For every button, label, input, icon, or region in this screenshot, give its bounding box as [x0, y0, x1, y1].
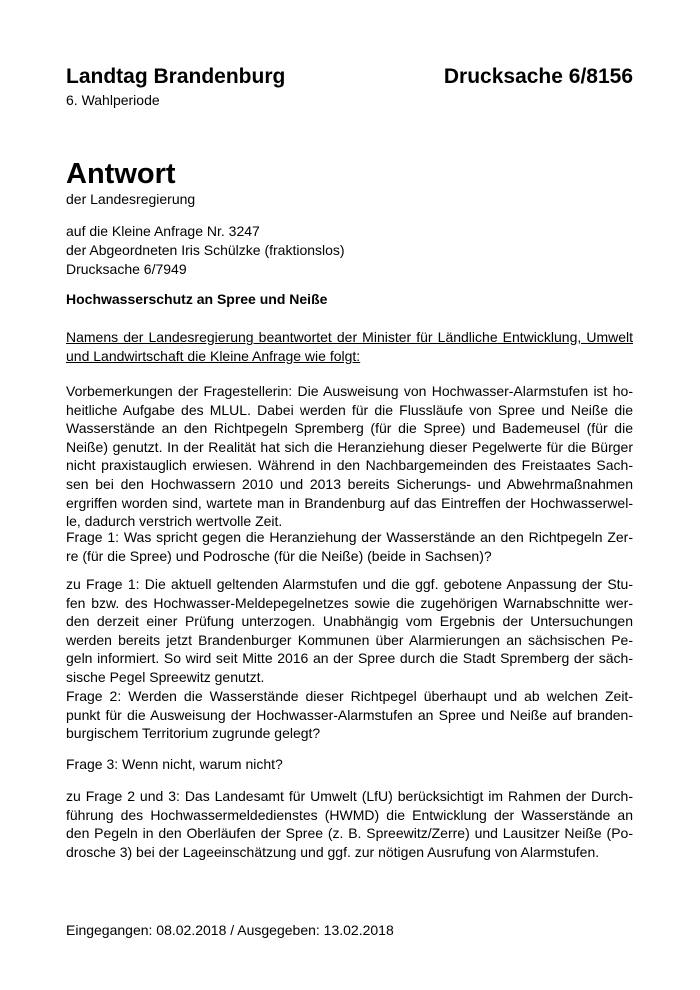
document-type-title: Antwort — [66, 158, 176, 190]
text-line: Wasserstände an den Richtpegeln Spremberg (für die Spree) und Bademeusel (für die — [66, 420, 633, 437]
inquiry-drucksache: Drucksache 6/7949 — [66, 261, 187, 277]
answer-statement — [66, 328, 633, 365]
text-line: den derzeit einer Prüfung unterzogen. Unabhängig vom Ergebnis der Untersuchungen — [66, 613, 633, 630]
question-2 — [66, 687, 633, 743]
inquiry-reference — [66, 222, 345, 279]
statement-line: Namens der Landesregierung beantwortet der Minister für Ländliche Entwicklung, Umwelt — [66, 329, 633, 345]
text-line: nicht praxistauglich erwiesen. Während in den Nachbargemeinden des Freistaates Sach- — [66, 457, 633, 474]
received-issued-dates: Eingegangen: 08.02.2018 / Ausgegeben: 13.02.2018 — [66, 922, 394, 938]
statement-line: und Landwirtschaft die Kleine Anfrage wie folgt: — [66, 347, 361, 364]
text-line: Frage 1: Was spricht gegen die Heranziehung der Wasserstände an den Richtpegeln Zer- — [66, 529, 633, 545]
text-line: heitliche Aufgabe des MLUL. Dabei werden für die Flussläufe von Spree und Neiße die — [66, 401, 633, 418]
text-line: Neiße) genutzt. In der Realität hat sich die Heranziehung dieser Pegelwerte für die Bürger — [66, 438, 633, 455]
text-line: zu Frage 2 und 3: Das Landesamt für Umwelt (LfU) berücksichtigt im Rahmen der Durch- — [66, 788, 633, 804]
question-1 — [66, 528, 633, 565]
text-line: Frage 3: Wenn nicht, warum nicht? — [66, 756, 283, 772]
inquiry-author: der Abgeordneten Iris Schülzke (fraktionslos) — [66, 242, 345, 258]
text-line: ergriffen worden sind, wartete man in Brandenburg auf das Eintreffen der Hochwasserwel- — [66, 494, 633, 511]
preliminary-remarks — [66, 382, 633, 531]
document-page — [66, 0, 633, 990]
text-line: Vorbemerkungen der Fragestellerin: Die Ausweisung von Hochwasser-Alarmstufen ist ho- — [66, 383, 633, 399]
inquiry-number: auf die Kleine Anfrage Nr. 3247 — [66, 223, 260, 239]
issuer-line: der Landesregierung — [66, 191, 196, 207]
text-line: sische Pegel Spreewitz genutzt. — [66, 668, 265, 685]
text-line: sen bei den Hochwassern 2010 und 2013 bereits Sicherungs- und Abwehrmaßnahmen — [66, 475, 633, 492]
drucksache-number: Drucksache 6/8156 — [443, 65, 633, 88]
text-line: zu Frage 1: Die aktuell geltenden Alarmstufen und die ggf. gebotene Anpassung der Stu- — [66, 576, 633, 592]
parliament-name: Landtag Brandenburg — [66, 65, 286, 88]
text-line: le, dadurch verstrich wertvolle Zeit. — [66, 513, 283, 530]
text-line: drosche 3) bei der Lageeinschätzung und ggf. zur nötigen Ausrufung von Alarmstufen. — [66, 843, 600, 860]
subject-heading: Hochwasserschutz an Spree und Neiße — [66, 291, 328, 307]
answer-2-and-3 — [66, 787, 633, 861]
text-line: burgischem Territorium zugrunde gelegt? — [66, 725, 321, 742]
text-line: Frage 2: Werden die Wasserstände dieser Richtpegel überhaupt und ab welchen Zeit- — [66, 688, 633, 704]
question-3 — [66, 755, 633, 774]
text-line: werden bereits jetzt Brandenburger Kommunen über Alarmierungen an sächsischen Pe- — [66, 631, 633, 648]
text-line: geln informiert. So wird seit Mitte 2016 an der Spree durch die Stadt Spremberg der säch- — [66, 650, 633, 667]
answer-1 — [66, 575, 633, 687]
text-line: punkt für die Ausweisung der Hochwasser-Alarmstufen an Spree und Neiße auf branden- — [66, 706, 633, 723]
text-line: re (für die Spree) und Podrosche (für die Neiße) (beide in Sachsen)? — [66, 547, 492, 564]
text-line: führung des Hochwassermeldedienstes (HWMD) die Entwicklung der Wasserstände an — [66, 806, 633, 823]
text-line: den Pegeln in den Oberläufen der Spree (z. B. Spreewitz/Zerre) und Lausitzer Neiße (Po- — [66, 825, 633, 842]
text-line: fen bzw. des Hochwasser-Meldepegelnetzes sowie die zugehörigen Warnabschnitte wer- — [66, 594, 633, 611]
legislative-period: 6. Wahlperiode — [66, 92, 160, 108]
